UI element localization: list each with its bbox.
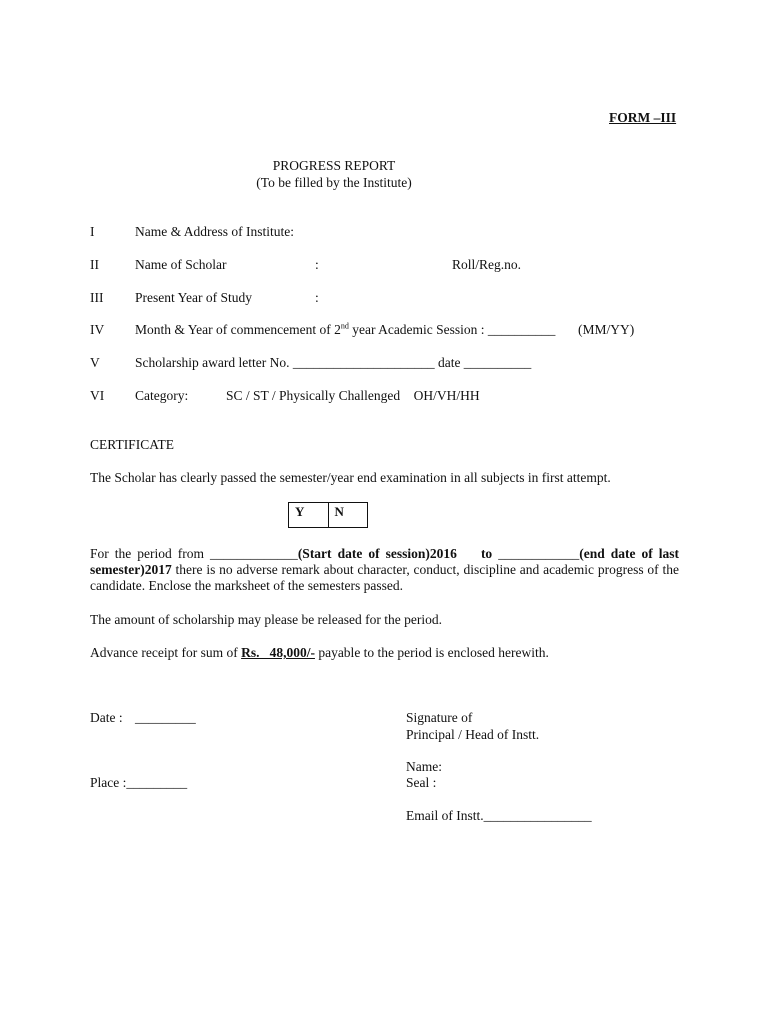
date-field[interactable]: _________ xyxy=(135,710,196,725)
item-number: I xyxy=(90,224,95,239)
certificate-heading: CERTIFICATE xyxy=(90,437,174,452)
name-field[interactable]: Name: xyxy=(406,759,442,774)
principal-label: Principal / Head of Instt. xyxy=(406,727,540,742)
advance-receipt-statement: Advance receipt for sum of Rs. _48,000/- payable to the period is enclosed herewith. xyxy=(90,645,549,660)
form-label: FORM –III xyxy=(609,110,677,125)
scholar-name-label: Name of Scholar xyxy=(135,257,227,272)
institute-name-label: Name & Address of Institute: xyxy=(135,224,294,239)
passed-statement: The Scholar has clearly passed the semester/year end examination in all subjects in first attempt. xyxy=(90,470,611,485)
colon: : xyxy=(315,257,319,272)
item-number: III xyxy=(90,290,104,305)
seal-field[interactable]: Seal : xyxy=(406,775,437,790)
release-statement: The amount of scholarship may please be released for the period. xyxy=(90,612,442,627)
page-subtitle: (To be filled by the Institute) xyxy=(256,175,412,190)
item-number: II xyxy=(90,257,99,272)
year-of-study-label: Present Year of Study xyxy=(135,290,252,305)
signature-label: Signature of xyxy=(406,710,473,725)
item-number: V xyxy=(90,355,100,370)
roll-reg-label: Roll/Reg.no. xyxy=(452,257,522,272)
commencement-label: Month & Year of commencement of 2nd year Academic Session : __________ xyxy=(135,321,556,337)
yes-checkbox[interactable]: Y xyxy=(289,503,329,528)
colon: : xyxy=(315,290,319,305)
award-letter-label: Scholarship award letter No. _____________________ date __________ xyxy=(135,355,532,370)
period-paragraph: For the period from _____________(Start date of session)2016 to ____________(end date of last semester)2017 there is no adverse remark about character, conduct, discipline and academic progress of the candidate. Enclose the marksheet of the semesters passed. xyxy=(90,546,680,593)
category-label: Category: xyxy=(135,388,189,403)
institute-email-field[interactable]: Email of Instt.________________ xyxy=(406,808,592,823)
place-field[interactable]: Place :_________ xyxy=(90,775,188,790)
page-title: PROGRESS REPORT xyxy=(272,158,396,173)
item-number: VI xyxy=(90,388,105,403)
mm-yy-label: (MM/YY) xyxy=(578,322,635,337)
date-label: Date : xyxy=(90,710,123,725)
no-checkbox[interactable]: N xyxy=(328,503,368,528)
item-number: IV xyxy=(90,322,105,337)
category-options: SC / ST / Physically Challenged OH/VH/HH xyxy=(226,388,480,403)
yes-no-box xyxy=(288,502,368,528)
